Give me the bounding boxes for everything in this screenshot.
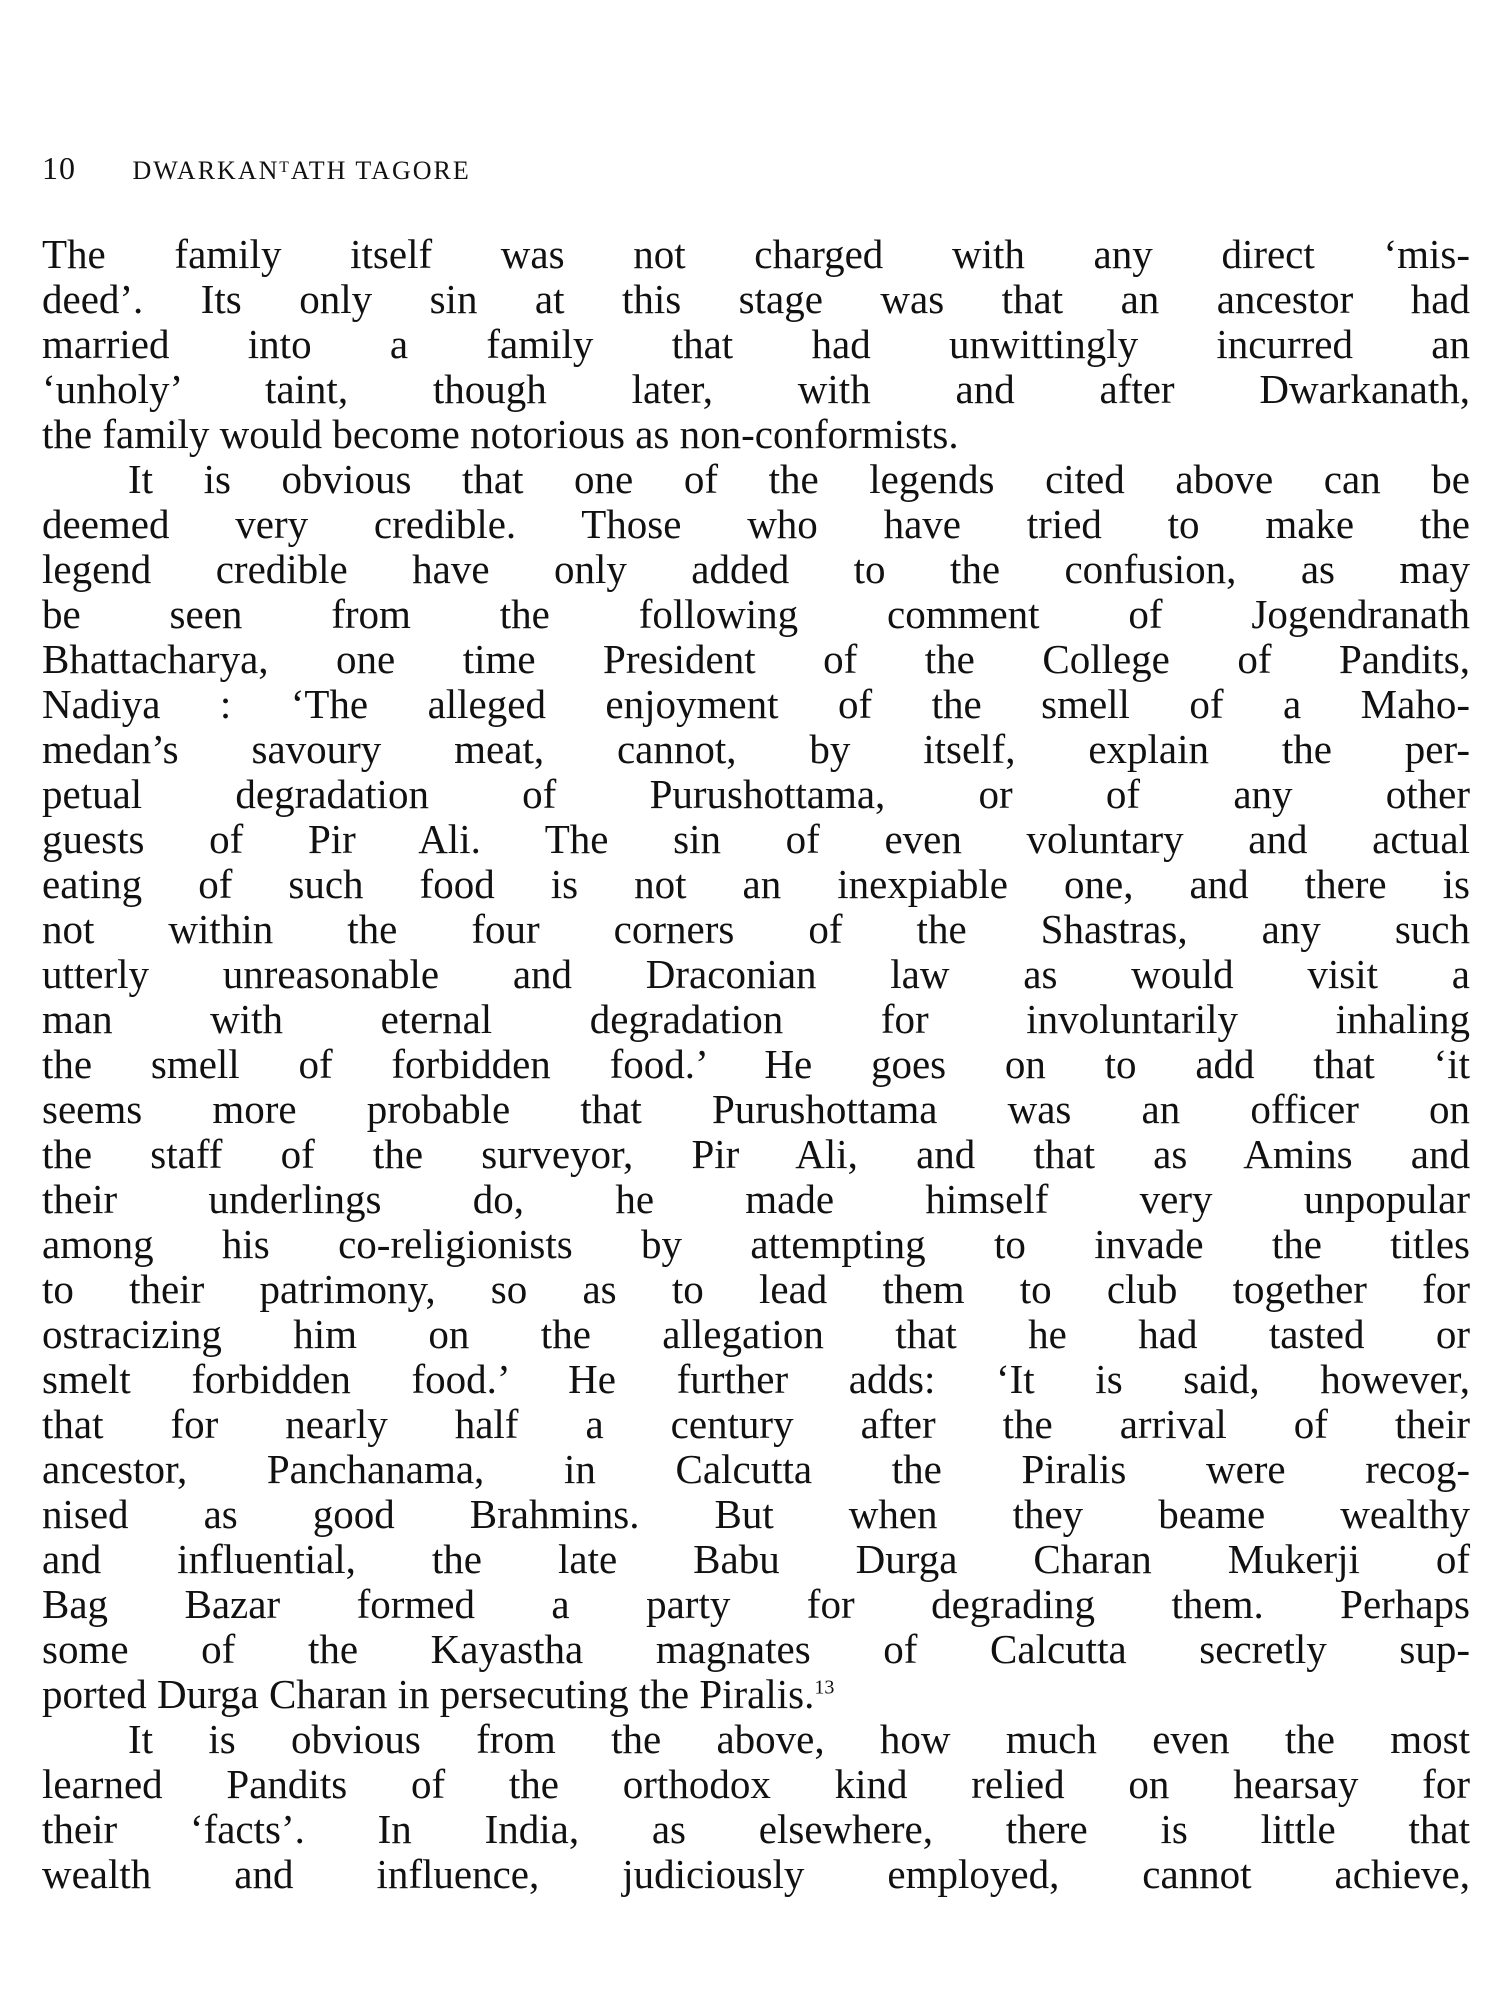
text-line: deed’. Its only sin at this stage was that an ancestor had [42, 276, 1470, 322]
running-header [42, 150, 471, 187]
text-line: Bhattacharya, one time President of the College of Pandits, [42, 636, 1470, 682]
text-line: be seen from the following comment of Jogendranath [42, 591, 1470, 637]
text-line: medan’s savoury meat, cannot, by itself, explain the per- [42, 726, 1470, 772]
text-line: that for nearly half a century after the arrival of their [42, 1401, 1470, 1447]
page-number: 10 [42, 150, 76, 186]
text-line: not within the four corners of the Shastras, any such [42, 906, 1470, 952]
footnote-reference: 13 [814, 1676, 835, 1699]
text-line: to their patrimony, so as to lead them to club together for [42, 1266, 1470, 1312]
text-line: ostracizing him on the allegation that he had tasted or [42, 1311, 1470, 1357]
text-line: and influential, the late Babu Durga Charan Mukerji of [42, 1536, 1470, 1582]
text-line: smelt forbidden food.’ He further adds: ‘It is said, however, [42, 1356, 1470, 1402]
text-line: Nadiya : ‘The alleged enjoyment of the smell of a Maho- [42, 681, 1470, 727]
text-line-with-footnote [42, 1672, 1470, 1717]
text-line: among his co-religionists by attempting to invade the titles [42, 1221, 1470, 1267]
text-line: learned Pandits of the orthodox kind relied on hearsay for [42, 1761, 1470, 1807]
text-line: The family itself was not charged with any direct ‘mis- [42, 231, 1470, 277]
text-line: some of the Kayastha magnates of Calcutta secretly sup- [42, 1626, 1470, 1672]
text-line: man with eternal degradation for involuntarily inhaling [42, 996, 1470, 1042]
text-line: Bag Bazar formed a party for degrading them. Perhaps [42, 1581, 1470, 1627]
text-line: ‘unholy’ taint, though later, with and after Dwarkanath, [42, 366, 1470, 412]
text-line: ported Durga Charan in persecuting the Piralis. [42, 1671, 815, 1717]
text-line: the smell of forbidden food.’ He goes on to add that ‘it [42, 1041, 1470, 1087]
text-line: the family would become notorious as non-conformists. [42, 411, 959, 457]
text-line: guests of Pir Ali. The sin of even voluntary and actual [42, 816, 1470, 862]
running-head-title: DWARKANᵀATH TAGORE [132, 156, 471, 185]
text-line: It is obvious that one of the legends cited above can be [128, 456, 1470, 502]
text-line: ancestor, Panchanama, in Calcutta the Piralis were recog- [42, 1446, 1470, 1492]
text-line: It is obvious from the above, how much even the most [128, 1716, 1470, 1762]
text-line: wealth and influence, judiciously employed, cannot achieve, [42, 1851, 1470, 1897]
text-line: the staff of the surveyor, Pir Ali, and that as Amins and [42, 1131, 1470, 1177]
text-line: their underlings do, he made himself very unpopular [42, 1176, 1470, 1222]
body-text [42, 232, 1470, 1897]
text-line: nised as good Brahmins. But when they beame wealthy [42, 1491, 1470, 1537]
text-line: their ‘facts’. In India, as elsewhere, there is little that [42, 1806, 1470, 1852]
text-line: petual degradation of Purushottama, or of any other [42, 771, 1470, 817]
text-line: utterly unreasonable and Draconian law as would visit a [42, 951, 1470, 997]
text-line: married into a family that had unwittingly incurred an [42, 321, 1470, 367]
text-line: legend credible have only added to the confusion, as may [42, 546, 1470, 592]
text-line: seems more probable that Purushottama was an officer on [42, 1086, 1470, 1132]
text-line: eating of such food is not an inexpiable one, and there is [42, 861, 1470, 907]
text-line: deemed very credible. Those who have tried to make the [42, 501, 1470, 547]
